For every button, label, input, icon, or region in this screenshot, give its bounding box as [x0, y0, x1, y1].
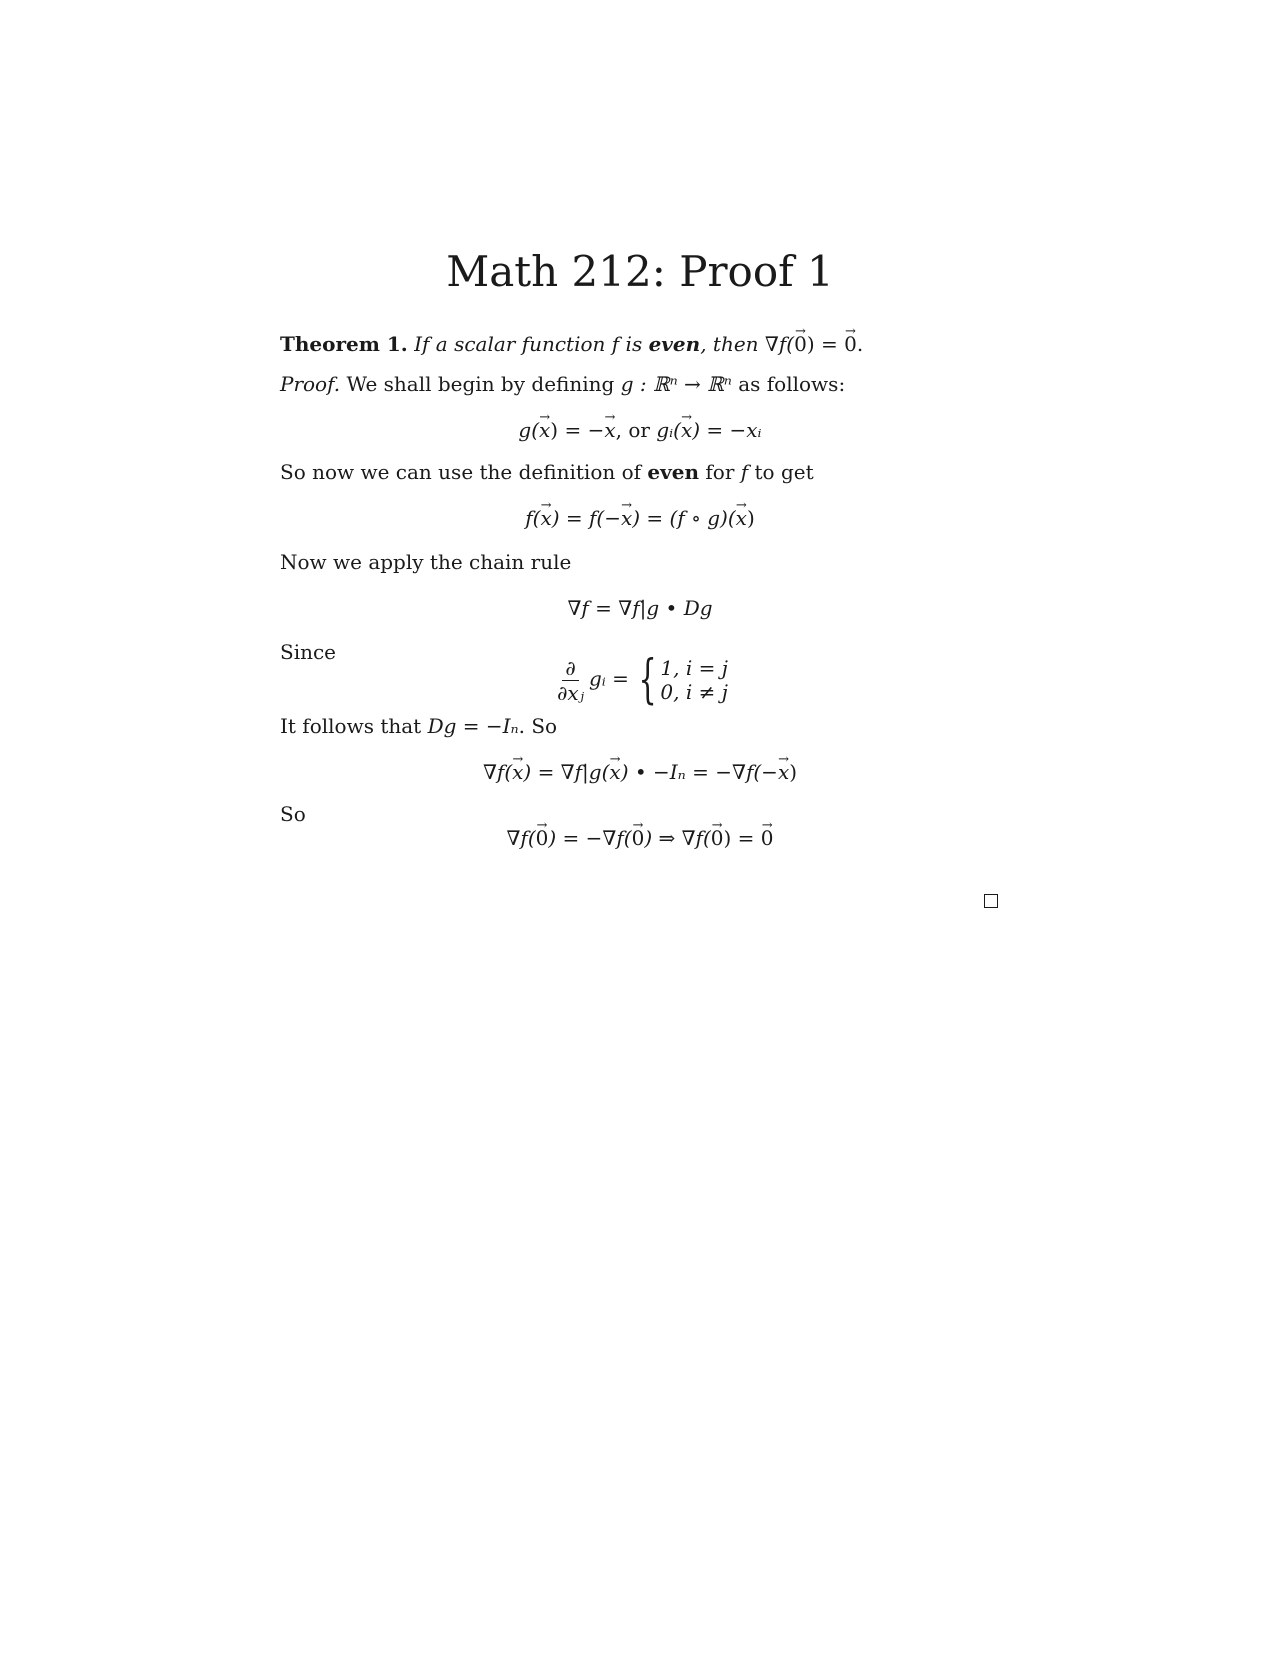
- proof-map: g : ℝⁿ → ℝⁿ: [620, 372, 732, 396]
- theorem-period: .: [856, 332, 864, 356]
- eq6-z2: → 0: [632, 824, 645, 852]
- cases-block: [635, 650, 728, 710]
- partial-fraction: [554, 656, 587, 705]
- page-title: Math 212: Proof 1: [446, 247, 834, 296]
- proof-tail: as follows:: [731, 372, 846, 396]
- case-row-1: 1, i = j: [660, 656, 728, 680]
- eq1-x3: → x: [681, 416, 692, 444]
- theorem-even: even: [648, 332, 701, 356]
- eq2-d: ): [746, 506, 755, 530]
- eq6-z3: → 0: [711, 824, 724, 852]
- eq2-x2: → x: [621, 504, 632, 532]
- equation-g-definition: [0, 416, 1280, 444]
- paragraph-dg: [280, 712, 557, 740]
- eq6-d: ) =: [723, 826, 761, 850]
- eq5-b: ) = ∇f|g(: [523, 760, 610, 784]
- proof-intro: [280, 370, 845, 398]
- eq6-z4: → 0: [761, 824, 774, 852]
- paragraph-so: So: [280, 802, 306, 826]
- eq6-b: ) = −∇f(: [548, 826, 632, 850]
- eq6-a: ∇f(: [506, 826, 536, 850]
- eq1-x: → x: [539, 416, 550, 444]
- theorem-f-open: f(: [778, 332, 795, 356]
- equation-composition: [0, 504, 1280, 532]
- para2-mid: for: [699, 460, 741, 484]
- theorem-is: is: [619, 332, 649, 356]
- eq1-gi: gᵢ(: [656, 418, 681, 442]
- eq2-a: f(: [525, 506, 541, 530]
- para2-even: even: [647, 460, 700, 484]
- para2-pre: So now we can use the definition of: [280, 460, 648, 484]
- eq5-c: ) • −Iₙ = −∇f(−: [620, 760, 778, 784]
- eq6-c: ) ⇒ ∇f(: [644, 826, 711, 850]
- eq1-end: ) = −xᵢ: [692, 418, 762, 442]
- para5-math: Dg = −Iₙ: [427, 714, 519, 738]
- qed-square-icon: [984, 894, 998, 908]
- para2-f: f: [740, 460, 749, 484]
- eq5-d: ): [789, 760, 798, 784]
- para5-pre: It follows that: [280, 714, 428, 738]
- theorem-then: , then ∇: [700, 332, 779, 356]
- theorem-equals: ) =: [806, 332, 845, 356]
- theorem-label: Theorem 1.: [280, 332, 408, 356]
- proof-label: Proof.: [280, 372, 341, 396]
- eq5-x: → x: [512, 758, 523, 786]
- eq1-x2: → x: [604, 416, 615, 444]
- paragraph-since: Since: [280, 640, 337, 664]
- eq5-a: ∇f(: [482, 760, 513, 784]
- equation-gradient: [0, 758, 1280, 786]
- eq6-z1: → 0: [536, 824, 549, 852]
- proof-text: We shall begin by defining: [340, 372, 621, 396]
- eq2-x3: → x: [736, 504, 747, 532]
- theorem-f: f: [611, 332, 620, 356]
- paragraph-chain-rule: Now we apply the chain rule: [280, 550, 572, 574]
- para2-post: to get: [748, 460, 814, 484]
- theorem-statement: [280, 330, 863, 358]
- paragraph-even-definition: [280, 458, 814, 486]
- partial-denominator: ∂xⱼ: [557, 680, 584, 705]
- eq1-left: g(: [518, 418, 540, 442]
- eq2-b: ) = f(−: [551, 506, 621, 530]
- left-brace: {: [638, 650, 657, 710]
- theorem-zero-vector-rhs: → 0: [844, 330, 857, 358]
- para5-post: . So: [518, 714, 558, 738]
- theorem-text-pre: If a scalar function: [414, 332, 612, 356]
- equation-conclusion: [0, 824, 1280, 852]
- eq4-gi: gᵢ =: [588, 666, 629, 691]
- eq1-mid: ) = −: [550, 418, 605, 442]
- eq5-x3: → x: [778, 758, 789, 786]
- case-row-2: 0, i ≠ j: [660, 680, 728, 704]
- partial-numerator: ∂: [562, 656, 578, 681]
- equation-chain-rule: ∇f = ∇f|g • Dg: [567, 596, 713, 620]
- eq1-or: , or: [615, 418, 657, 442]
- eq2-x: → x: [540, 504, 551, 532]
- theorem-zero-vector: → 0: [794, 330, 807, 358]
- eq2-c: ) = (f ∘ g)(: [632, 506, 736, 530]
- eq5-x2: → x: [609, 758, 620, 786]
